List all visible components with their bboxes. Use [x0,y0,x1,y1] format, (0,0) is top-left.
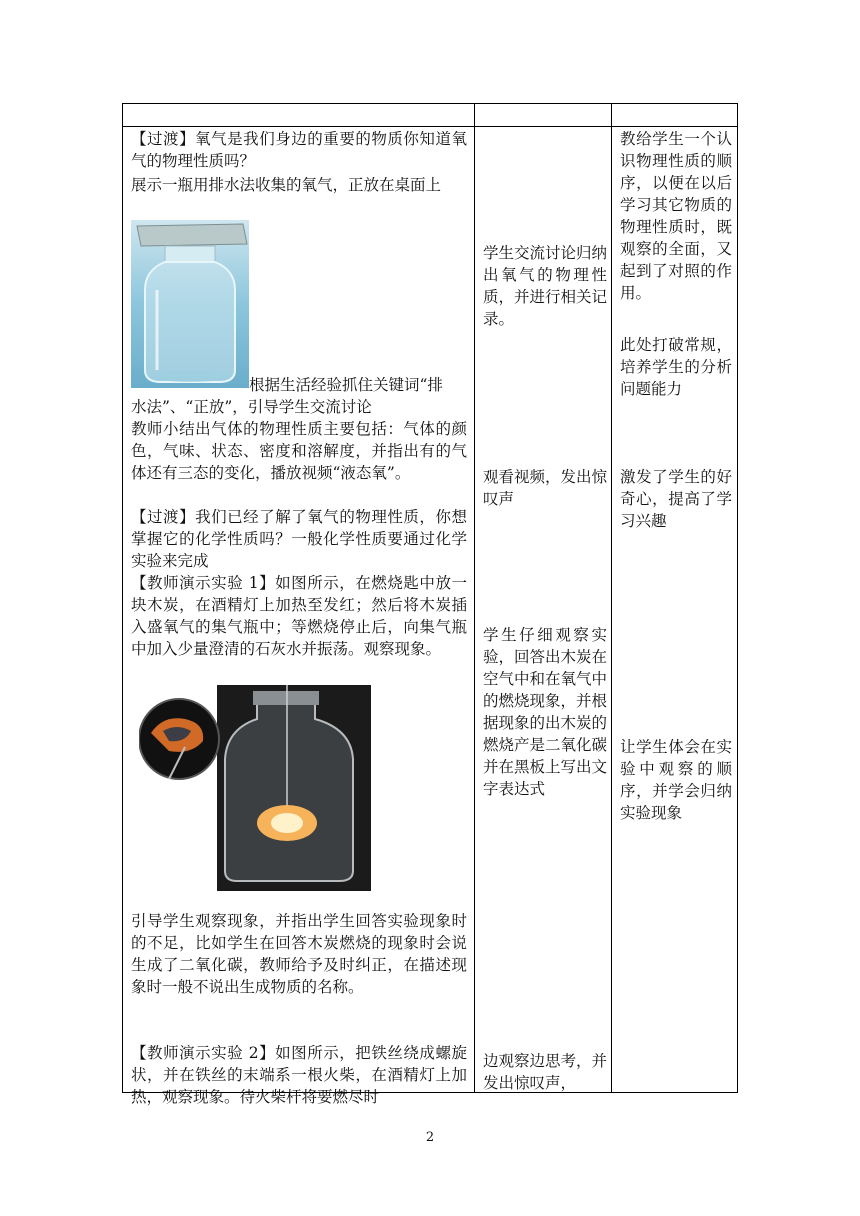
teacher-summary-paragraph: 教师小结出气体的物理性质主要包括：气体的颜色，气味、状态、密度和溶解度，并指出有的气体还有三态的变化，播放视频“液态氧”。 [131,420,467,482]
intent-text-1: 教给学生一个认识物理性质的顺序，以便在以后学习其它物质的物理性质时，既观察的全面，又起到了对照的作用。 [620,130,732,302]
page-number: 2 [425,1130,435,1145]
charcoal-burning-image [139,685,371,891]
student-think-text: 边观察边思考，并发出惊叹声， [483,1052,608,1092]
demo-experiment-2-paragraph: 【教师演示实验 2】如图所示，把铁丝绕成螺旋状，并在铁丝的末端系一根火柴，在酒精灯上加热，观察现象。待火柴杆将要燃尽时 [131,1044,467,1106]
demo-jar-paragraph: 展示一瓶用排水法收集的氧气，正放在桌面上 [131,176,442,194]
guidance-paragraph: 引导学生观察现象，并指出学生回答实验现象时的不足，比如学生在回答木炭燃烧的现象时会说生成了二氧化碳，教师给予及时纠正，在描述现象时一般不说出生成物质的名称。 [131,912,467,996]
header-row-divider [123,126,737,127]
student-video-text: 观看视频，发出惊叹声 [483,468,608,508]
student-discussion-text: 学生交流讨论归纳出氧气的物理性质，并进行相关记录。 [483,244,608,328]
student-observation-text: 学生仔细观察实验，回答出木炭在空气中和在氧气中的燃烧现象，并根据现象的出木炭的燃烧产是二氧化碳并在黑板上写出文字表达式 [483,626,608,798]
column-divider [611,104,612,1092]
column-divider [474,104,475,1092]
transition-paragraph-2: 【过渡】我们已经了解了氧气的物理性质，你想掌握它的化学性质吗？一般化学性质要通过化学实验来完成 [131,508,467,570]
jar-caption-line1: 根据生活经验抓住关键词“排 [249,376,443,394]
intent-text-4: 让学生体会在实验中观察的顺序，并学会归纳实验现象 [620,738,732,822]
oxygen-jar-image [131,220,249,388]
intent-text-3: 激发了学生的好奇心，提高了学习兴趣 [620,468,732,530]
transition-paragraph-1: 【过渡】氧气是我们身边的重要的物质你知道氧气的物理性质吗？ [131,130,467,170]
demo-experiment-1-paragraph: 【教师演示实验 1】如图所示，在燃烧匙中放一块木炭，在酒精灯上加热至发红；然后将木炭插入盛氧气的集气瓶中；等燃烧停止后，向集气瓶中加入少量澄清的石灰水并振荡。观察现象。 [131,574,467,658]
lesson-table [122,103,738,1106]
intent-text-2: 此处打破常规，培养学生的分析问题能力 [620,336,732,398]
jar-caption-line2: 水法”、“正放”，引导学生交流讨论 [131,398,372,416]
